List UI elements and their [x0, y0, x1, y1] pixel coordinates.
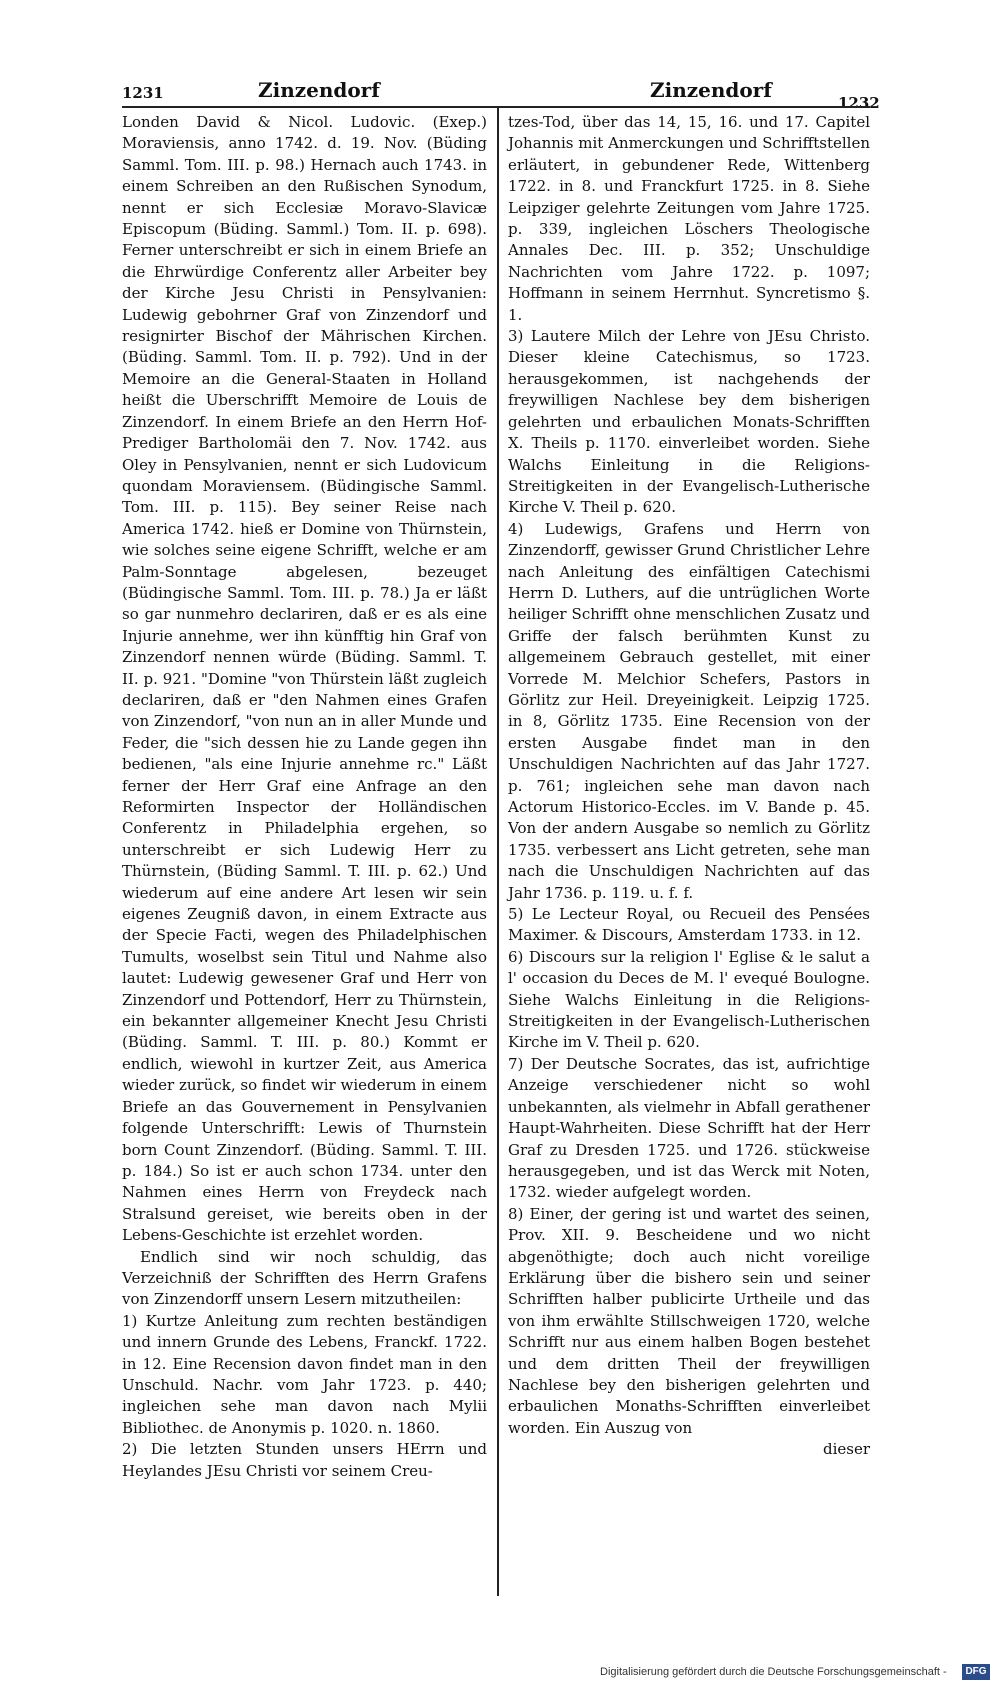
left-paragraph-titles: Londen David & Nicol. Ludovic. (Exep.) Moraviensis, anno 1742. d. 19. Nov. (Büding Samml. Tom. III. p. 98.) Hernach auch 1743. in einem Schreiben an den Rußischen Synodum, nennt er sich Ecclesiæ Moravo-Slavicæ Episcopum (Büding. Samml.) Tom. II. p. 698). Ferner unterschreibt er sich in einem Briefe an die Ehrwürdige Conferentz aller Arbeiter bey der Kirche Jesu Christi in Pensylvanien: Ludewig gebohrner Graf von Zinzendorf und resignirter Bischof der Mährischen Kirchen. (Büding. Samml. Tom. II. p. 792). Und in der Memoire an die General-Staaten in Holland heißt die Uberschrifft Memoire de Louis de Zinzendorf. In einem Briefe an den Herrn Hof-Prediger Bartholomäi den 7. Nov. 1742. aus Oley in Pensylvanien, nennt er sich Ludovicum quondam Moraviensem. (Büdingische Samml. Tom. III. p. 115). Bey seiner Reise nach America 1742. hieß er Domine von Thürnstein, wie solches seine eigene Schrifft, welche er am Palm-Sonntage abgelesen, bezeuget (Büdingische Samml. Tom. III. p. 78.) Ja er läßt so gar nunmehro declariren, daß er es als eine Injurie annehme, wer ihn künfftig hin Graf von Zinzendorf nennen würde (Büding. Samml. T. II. p. 921. "Domine "von Thürstein läßt zugleich declariren, daß er "den Nahmen eines Grafen von Zinzendorf, "von nun an in aller Munde und Feder, die "sich dessen hie zu Lande gegen ihn bedienen, "als eine Injurie annehme rc." Läßt ferner der Herr Graf eine Anfrage an den Reformirten Inspector der Holländischen Conferentz in Philadelphia ergehen, so unterschreibt er sich Ludewig Herr zu Thürnstein, (Büding Samml. T. III. p. 62.) Und wiederum auf eine andere Art lesen wir sein eigenes Zeugniß davon, in einem Extracte aus der Specie Facti, wegen des Philadelphischen Tumults, woselbst sein Titul und Nahme also lautet: Ludewig gewesener Graf und Herr von Zinzendorf und Pottendorf, Herr zu Thürnstein, ein bekannter allgemeiner Knecht Jesu Christi (Büding. Samml. T. III. p. 80.) Kommt er endlich, wiewohl in kurtzer Zeit, aus America wieder zurück, so findet wir wiederum in einem Briefe an das Gouvernement in Pensylvanien folgende Unterschrifft: Lewis of Thurnstein born Count Zinzendorf. (Büding. Samml. T. III. p. 184.) So ist er auch schon 1734. unter den Nahmen eines Herrn von Freydeck nach Stralsund gereiset, wie bereits oben in der Lebens-Geschichte ist erzehlet worden.	[122, 113, 487, 1245]
right-page-number: 1232	[838, 94, 880, 112]
digitization-credit: Digitalisierung gefördert durch die Deutsche Forschungsgemeinschaft -	[600, 1666, 947, 1678]
list-item-7: 7) Der Deutsche Socrates, das ist, aufrichtige Anzeige verschiedener nicht so wohl unbekannten, als vielmehr in Abfall gerathener Haupt-Wahrheiten. Diese Schrifft hat der Herr Graf zu Dresden 1725. und 1726. stückweise herausgegeben, und ist das Werck mit Noten, 1732. wieder aufgelegt worden.	[508, 1054, 870, 1202]
list-item-2-continued: tzes-Tod, über das 14, 15, 16. und 17. Capitel Johannis mit Anmerckungen und Schrifftstellen erläutert, in gebundener Rede, Wittenberg 1722. in 8. und Franckfurt 1725. in 8. Siehe Leipziger gelehrte Zeitungen vom Jahre 1725. p. 339, ingleichen Löschers Theologische Annales Dec. III. p. 352; Unschuldige Nachrichten vom Jahre 1722. p. 1097; Hoffmann in seinem Herrnhut. Syncretismo §. 1.	[508, 113, 870, 324]
list-item-3: 3) Lautere Milch der Lehre von JEsu Christo. Dieser kleine Catechismus, so 1723. herausgekommen, ist nachgehends der freywilligen Nachlese bey dem bisherigen gelehrten und erbaulichen Monats-Schrifften X. Theils p. 1170. einverleibet worden. Siehe Walchs Einleitung in die Religions-Streitigkeiten in der Evangelisch-Lutherische Kirche V. Theil p. 620.	[508, 327, 870, 517]
dfg-logo: DFG	[962, 1664, 990, 1680]
list-item-5: 5) Le Lecteur Royal, ou Recueil des Pensées Maximer. & Discours, Amsterdam 1733. in 12.	[508, 905, 870, 945]
header-rule	[122, 106, 870, 108]
list-item-1: 1) Kurtze Anleitung zum rechten beständigen und innern Grunde des Lebens, Franckf. 1722. in 12. Eine Recension davon findet man in den Unschuld. Nachr. vom Jahr 1723. p. 440; ingleichen sehe man davon nach Mylii Bibliothec. de Anonymis p. 1020. n. 1860.	[122, 1311, 487, 1437]
right-running-title: Zinzendorf	[650, 78, 772, 102]
left-running-title: Zinzendorf	[258, 78, 380, 102]
list-item-4: 4) Ludewigs, Grafens und Herrn von Zinzendorff, gewisser Grund Christlicher Lehre nach Anleitung des einfältigen Catechismi Herrn D. Luthers, auf die untrüglichen Worte heiliger Schrifft ohne menschlichen Zusatz und Griffe der falsch berühmten Kunst zu allgemeinem Gebrauch gestellet, mit einer Vorrede M. Melchior Schefers, Pastors in Görlitz zur Heil. Dreyeinigkeit. Leipzig 1725. in 8, Görlitz 1735. Eine Recension von der ersten Ausgabe findet man in den Unschuldigen Nachrichten auf das Jahr 1727. p. 761; ingleichen sehe man davon nach Actorum Historico-Eccles. im V. Bande p. 45. Von der andern Ausgabe so nemlich zu Görlitz 1735. verbessert ans Licht getreten, sehe man nach die Unschuldigen Nachrichten auf das Jahr 1736. p. 119. u. f. f.	[508, 519, 870, 902]
right-column	[508, 112, 870, 1461]
list-item-8: 8) Einer, der gering ist und wartet des seinen, Prov. XII. 9. Bescheidene und wo nicht abgenöthigte; doch auch nicht voreilige Erklärung über die bishero sein und seiner Schrifften halber publicirte Urtheile und das von ihm erwählte Stillschweigen 1720, welche Schrifft nur aus einem halben Bogen bestehet und dem dritten Theil der freywilligen Nachlese bey den bisherigen gelehrten und erbaulichen Monaths-Schrifften einverleibet worden. Ein Auszug von	[508, 1204, 870, 1437]
list-item-6: 6) Discours sur la religion l' Eglise & le salut a l' occasion du Deces de M. l' evequé Boulogne. Siehe Walchs Einleitung in die Religions-Streitigkeiten in der Evangelisch-Lutherischen Kirche im V. Theil p. 620.	[508, 947, 870, 1052]
list-item-2-start: 2) Die letzten Stunden unsers HErrn und Heylandes JEsu Christi vor seinem Creu-	[122, 1440, 487, 1480]
left-paragraph-intro-list: Endlich sind wir noch schuldig, das Verzeichniß der Schrifften des Herrn Grafens von Zinzendorff unsern Lesern mitzutheilen:	[122, 1247, 487, 1309]
catchword: dieser	[822, 1440, 870, 1459]
left-page-number: 1231	[122, 84, 164, 102]
column-divider	[497, 108, 499, 1596]
left-column	[122, 112, 487, 1482]
